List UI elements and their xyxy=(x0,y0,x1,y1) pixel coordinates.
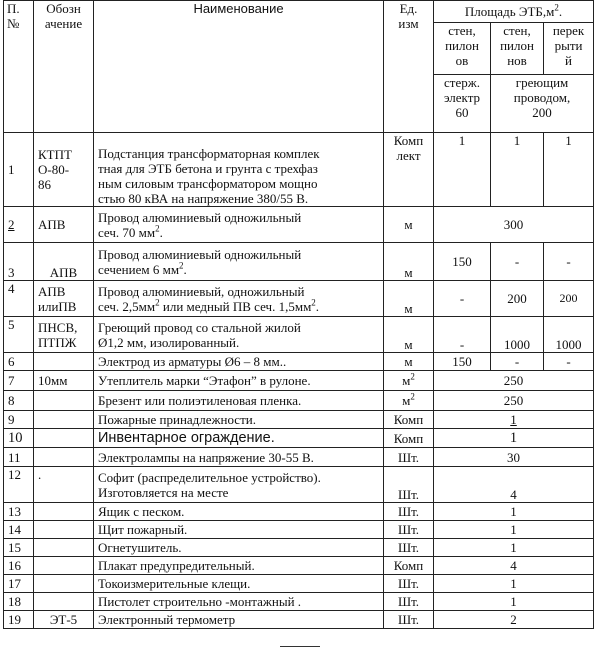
page-cutoff-mark xyxy=(280,646,320,650)
header-row xyxy=(4,1,594,23)
row-value-a: 150 xyxy=(434,243,491,281)
row-value-span: 300 xyxy=(434,207,594,243)
table-row xyxy=(4,207,594,243)
row-unit: Шт. xyxy=(384,448,434,467)
table-row xyxy=(4,391,594,411)
row-unit: м xyxy=(384,243,434,281)
header-col-c: перек рыти й xyxy=(544,23,594,75)
header-code: Обозн ачение xyxy=(34,1,94,133)
row-code xyxy=(34,448,94,467)
row-name: Утеплитель марки “Этафон” в рулоне. xyxy=(94,371,384,391)
row-code xyxy=(34,353,94,371)
row-unit: м xyxy=(384,317,434,353)
table-row xyxy=(4,371,594,391)
row-unit: м xyxy=(384,353,434,371)
table-row xyxy=(4,539,594,557)
row-code xyxy=(34,593,94,611)
row-value-c: 1 xyxy=(544,133,594,207)
row-code: 10мм xyxy=(34,371,94,391)
header-unit: Ед. изм xyxy=(384,1,434,133)
row-value-span: 250 xyxy=(434,371,594,391)
row-name: Провод алюминиевый одножильный сеч. 70 $мм^2$. xyxy=(94,207,384,243)
row-num: 9 xyxy=(4,411,34,429)
row-num: 6 xyxy=(4,353,34,371)
row-name: Софит (распределительное устройство). Изготовляется на месте xyxy=(94,467,384,503)
row-num: 17 xyxy=(4,575,34,593)
row-num: 16 xyxy=(4,557,34,575)
row-num: 8 xyxy=(4,391,34,411)
table-row xyxy=(4,467,594,503)
header-sub-bc: греющим проводом, 200 xyxy=(491,75,594,133)
row-value-span: 1 xyxy=(434,539,594,557)
row-unit: Комп лект xyxy=(384,133,434,207)
row-unit: Шт. xyxy=(384,467,434,503)
row-value-c: 200 xyxy=(544,281,594,317)
row-num: 10 xyxy=(4,429,34,448)
row-name: Электролампы на напряжение 30-55 В. xyxy=(94,448,384,467)
row-name: Пожарные принадлежности. xyxy=(94,411,384,429)
row-code xyxy=(34,539,94,557)
row-name: Подстанция трансформаторная комплек тная для ЭТБ бетона и грунта с трехфаз ным силовым трансформатором мощно стью 80 кВА на напряжение 380/55 В. xyxy=(94,133,384,207)
row-value-a: 150 xyxy=(434,353,491,371)
row-code xyxy=(34,557,94,575)
row-name: Провод алюминиевый, одножильный сеч. $2,5мм^2$ или медный ПВ сеч. $1,5мм^2$. xyxy=(94,281,384,317)
row-value-span: 4 xyxy=(434,467,594,503)
row-code xyxy=(34,429,94,448)
row-value-span: 30 xyxy=(434,448,594,467)
row-num: 15 xyxy=(4,539,34,557)
row-unit: $м^2$ xyxy=(384,391,434,411)
table-row xyxy=(4,281,594,317)
row-num: 13 xyxy=(4,503,34,521)
row-value-a: - xyxy=(434,281,491,317)
row-value-b: - xyxy=(491,353,544,371)
row-value-span: 1 xyxy=(434,411,594,429)
row-unit: Шт. xyxy=(384,611,434,629)
row-value-b: 1 xyxy=(491,133,544,207)
header-name: Наименование xyxy=(94,1,384,133)
row-value-span: 1 xyxy=(434,429,594,448)
row-num: 18 xyxy=(4,593,34,611)
table-row xyxy=(4,611,594,629)
table-row xyxy=(4,575,594,593)
header-num: П. № xyxy=(4,1,34,133)
row-value-b: 200 xyxy=(491,281,544,317)
row-code xyxy=(34,575,94,593)
row-unit: Шт. xyxy=(384,503,434,521)
row-value-span: 4 xyxy=(434,557,594,575)
row-value-a: - xyxy=(434,317,491,353)
row-unit: $м^2$ xyxy=(384,371,434,391)
row-unit: Шт. xyxy=(384,539,434,557)
row-num: 4 xyxy=(4,281,34,317)
row-num: 2 xyxy=(4,207,34,243)
table-row xyxy=(4,353,594,371)
header-sub-a: стерж. электр 60 xyxy=(434,75,491,133)
row-code: КТПТ О-80- 86 xyxy=(34,133,94,207)
row-name: Ящик с песком. xyxy=(94,503,384,521)
equipment-table-container xyxy=(3,0,593,629)
equipment-table xyxy=(3,0,594,629)
row-unit: Шт. xyxy=(384,575,434,593)
row-name: Щит пожарный. xyxy=(94,521,384,539)
row-unit: Комп xyxy=(384,411,434,429)
row-name: Провод алюминиевый одножильный сечением 6 $мм^2$. xyxy=(94,243,384,281)
row-name: Плакат предупредительный. xyxy=(94,557,384,575)
header-area: Площадь $ЭТБ,м^2$. xyxy=(434,1,594,23)
row-code: ПНСВ, ПТПЖ xyxy=(34,317,94,353)
row-value-span: 2 xyxy=(434,611,594,629)
row-code xyxy=(34,521,94,539)
row-value-b: - xyxy=(491,243,544,281)
table-row xyxy=(4,448,594,467)
row-code xyxy=(34,503,94,521)
row-value-c: - xyxy=(544,243,594,281)
table-row xyxy=(4,243,594,281)
row-code: АПВ xyxy=(34,207,94,243)
row-value-span: 1 xyxy=(434,575,594,593)
row-num: 7 xyxy=(4,371,34,391)
table-row xyxy=(4,429,594,448)
header-col-b: стен, пилон нов xyxy=(491,23,544,75)
row-name: Пистолет строительно -монтажный . xyxy=(94,593,384,611)
row-num: 14 xyxy=(4,521,34,539)
row-num: 19 xyxy=(4,611,34,629)
row-unit: м xyxy=(384,281,434,317)
row-unit: м xyxy=(384,207,434,243)
row-name: Брезент или полиэтиленовая пленка. xyxy=(94,391,384,411)
row-num: 5 xyxy=(4,317,34,353)
row-value-a: 1 xyxy=(434,133,491,207)
row-code: АПВ xyxy=(34,243,94,281)
row-code: АПВ илиПВ xyxy=(34,281,94,317)
row-code xyxy=(34,391,94,411)
row-code xyxy=(34,411,94,429)
row-value-span: 1 xyxy=(434,521,594,539)
row-unit: Комп xyxy=(384,557,434,575)
row-value-span: 1 xyxy=(434,593,594,611)
table-row xyxy=(4,503,594,521)
row-name: Электронный термометр xyxy=(94,611,384,629)
table-row xyxy=(4,557,594,575)
row-value-c: 1000 xyxy=(544,317,594,353)
table-row xyxy=(4,317,594,353)
row-code: . xyxy=(34,467,94,503)
row-unit: Шт. xyxy=(384,521,434,539)
table-row xyxy=(4,133,594,207)
row-num: 1 xyxy=(4,133,34,207)
header-col-a: стен, пилон ов xyxy=(434,23,491,75)
row-name: Инвентарное ограждение. xyxy=(94,429,384,448)
row-value-b: 1000 xyxy=(491,317,544,353)
row-name: Токоизмерительные клещи. xyxy=(94,575,384,593)
table-row xyxy=(4,411,594,429)
row-num: 11 xyxy=(4,448,34,467)
row-name: Греющий провод со стальной жилой Ø1,2 мм, изолированный. xyxy=(94,317,384,353)
row-num: 3 xyxy=(4,243,34,281)
row-name: Электрод из арматуры Ø6 – 8 мм.. xyxy=(94,353,384,371)
row-num: 12 xyxy=(4,467,34,503)
row-value-c: - xyxy=(544,353,594,371)
row-name: Огнетушитель. xyxy=(94,539,384,557)
row-unit: Комп xyxy=(384,429,434,448)
row-value-span: 1 xyxy=(434,503,594,521)
row-unit: Шт. xyxy=(384,593,434,611)
row-value-span: 250 xyxy=(434,391,594,411)
table-row xyxy=(4,593,594,611)
row-code: ЭТ-5 xyxy=(34,611,94,629)
table-row xyxy=(4,521,594,539)
